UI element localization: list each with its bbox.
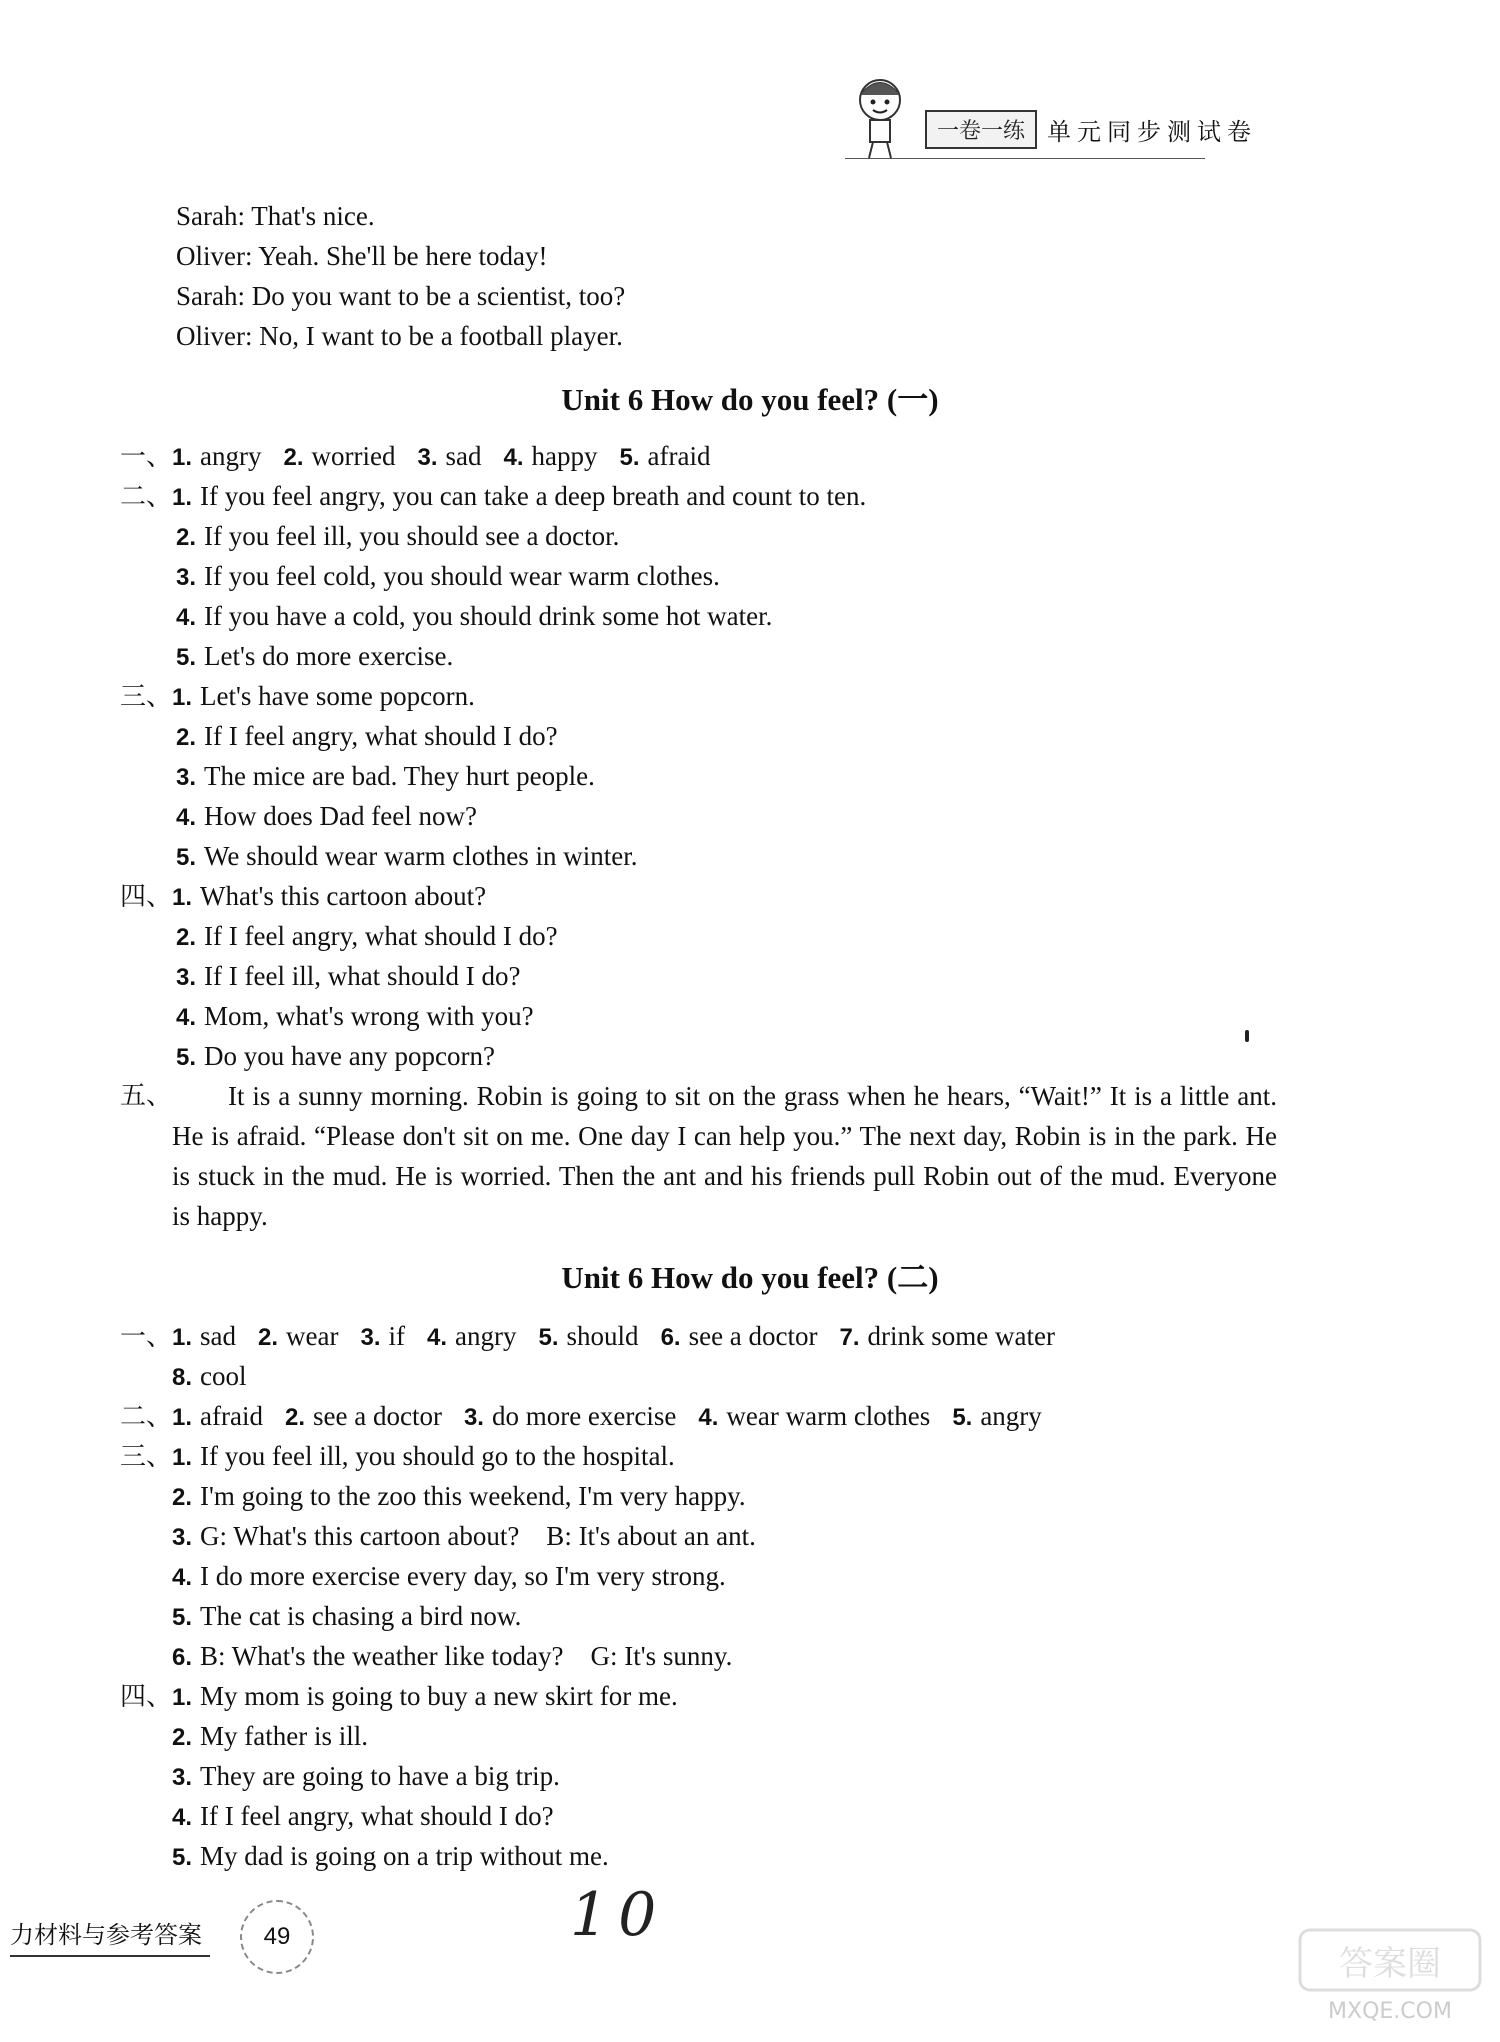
item-number: 1. — [172, 1684, 193, 1711]
item-number: 2. — [176, 924, 197, 951]
item-number: 1. — [172, 1404, 193, 1431]
section-2-item — [176, 556, 720, 596]
header-rule — [845, 158, 1205, 159]
answer: We should wear warm clothes in winter. — [204, 841, 638, 871]
header-title — [925, 110, 1257, 149]
item-number: 3. — [172, 1764, 193, 1791]
answer: see a doctor — [313, 1401, 442, 1431]
item-number: 4. — [698, 1404, 719, 1431]
speaker: Sarah — [176, 281, 238, 311]
answer: cool — [200, 1361, 247, 1391]
section-4-item — [120, 1676, 678, 1716]
item-number: 5. — [538, 1324, 559, 1351]
item-number: 3. — [417, 444, 438, 471]
answer: The mice are bad. They hurt people. — [204, 761, 595, 791]
section-3-item — [176, 756, 595, 796]
answer: wear — [286, 1321, 339, 1351]
answer: If I feel angry, what should I do? — [204, 721, 558, 751]
section-4-item — [172, 1756, 560, 1796]
item-number: 3. — [360, 1324, 381, 1351]
speaker: Sarah — [176, 201, 238, 231]
page-header — [765, 70, 1285, 165]
section-2 — [120, 1396, 1042, 1436]
item-number: 1. — [172, 484, 193, 511]
dialogue-line: Sarah: That's nice. — [176, 201, 375, 231]
item-number: 4. — [172, 1564, 193, 1591]
section-4-item — [172, 1836, 609, 1876]
answer: Let's do more exercise. — [204, 641, 454, 671]
item-number: 5. — [176, 844, 197, 871]
section-3-item — [172, 1516, 756, 1556]
watermark-text: MXQE.COM — [1328, 1999, 1452, 2024]
stray-ink-mark — [1245, 1030, 1249, 1042]
section-1-item — [172, 1356, 247, 1396]
item-number: 2. — [283, 444, 304, 471]
section-3-item — [120, 676, 475, 716]
section-4-item — [176, 956, 520, 996]
answer: If I feel angry, what should I do? — [200, 1801, 554, 1831]
item-number: 4. — [176, 804, 197, 831]
section-4-item — [172, 1716, 368, 1756]
item-number: 5. — [172, 1604, 193, 1631]
section-3-item — [120, 1436, 675, 1476]
item-number: 6. — [172, 1644, 193, 1671]
item-number: 3. — [176, 964, 197, 991]
section-1 — [120, 1316, 1055, 1356]
answer: If I feel angry, what should I do? — [204, 921, 558, 951]
answer: afraid — [647, 441, 711, 471]
unit-title: Unit 6 How do you feel? (一) — [561, 382, 939, 417]
answer: worried — [311, 441, 396, 471]
answer: Do you have any popcorn? — [204, 1041, 495, 1071]
item-number: 3. — [176, 764, 197, 791]
item-number: 1. — [172, 1444, 193, 1471]
story-paragraph: It is a sunny morning. Robin is going to sit on the grass when he hears, “Wait!” It is a little ant. He is afraid. “Please don't sit on me. One day I can help you.” The next day, Robin is in the park. He is stuck in the mud. He is worried. Then the ant and his friends pull Robin out of the mud. Everyone is happy. — [172, 1081, 1277, 1231]
section-3-item — [172, 1636, 732, 1676]
section-label: 二、 — [120, 1402, 173, 1432]
section-4-item — [120, 876, 486, 916]
handwritten-score: 10 — [570, 1880, 667, 1950]
answer: My father is ill. — [200, 1721, 368, 1751]
item-number: 4. — [503, 444, 524, 471]
section-label: 四、 — [120, 1682, 173, 1712]
section-label: 三、 — [120, 682, 173, 712]
svg-text:答案圈: 答案圈 — [1339, 1944, 1441, 1984]
item-number: 5. — [952, 1404, 973, 1431]
item-number: 2. — [284, 1404, 305, 1431]
section-2-item — [176, 516, 619, 556]
dialogue-text: No, I want to be a football player. — [259, 321, 623, 351]
header-subtitle: 单元同步测试卷 — [1047, 118, 1258, 146]
section-4-item — [176, 916, 558, 956]
section-1 — [120, 436, 710, 476]
unit-title: Unit 6 How do you feel? (二) — [561, 1260, 939, 1295]
footer-rule — [10, 1955, 210, 1957]
section-label: 一、 — [120, 1322, 173, 1352]
answer: What's this cartoon about? — [200, 881, 487, 911]
answer: sad — [445, 441, 482, 471]
section-label: 一、 — [120, 442, 173, 472]
answer: If you feel ill, you should see a doctor. — [204, 521, 620, 551]
answer: They are going to have a big trip. — [200, 1761, 560, 1791]
answer: angry — [980, 1401, 1042, 1431]
answer: happy — [531, 441, 598, 471]
section-3-item — [176, 836, 637, 876]
item-number: 7. — [839, 1324, 860, 1351]
answer: If you feel angry, you can take a deep breath and count to ten. — [200, 481, 867, 511]
section-2-item — [176, 596, 772, 636]
answer: angry — [455, 1321, 517, 1351]
item-number: 5. — [619, 444, 640, 471]
dialogue-line: Oliver: Yeah. She'll be here today! — [176, 241, 548, 271]
answer: How does Dad feel now? — [204, 801, 477, 831]
dialogue-line: Sarah: Do you want to be a scientist, too? — [176, 281, 626, 311]
item-number: 2. — [172, 1724, 193, 1751]
item-number: 1. — [172, 684, 193, 711]
item-number: 1. — [172, 884, 193, 911]
section-3-item — [172, 1476, 746, 1516]
item-number: 8. — [172, 1364, 193, 1391]
answer: I do more exercise every day, so I'm very strong. — [200, 1561, 726, 1591]
item-number: 3. — [172, 1524, 193, 1551]
item-number: 2. — [176, 524, 197, 551]
answer: do more exercise — [491, 1401, 677, 1431]
brand-label: 一卷一练 — [925, 110, 1037, 149]
section-3-item — [176, 716, 558, 756]
answer: G: What's this cartoon about? B: It's about an ant. — [200, 1521, 756, 1551]
answer: see a doctor — [688, 1321, 818, 1351]
dialogue-text: Yeah. She'll be here today! — [258, 241, 548, 271]
item-number: 3. — [463, 1404, 484, 1431]
answer: If I feel ill, what should I do? — [204, 961, 521, 991]
answer: Let's have some popcorn. — [200, 681, 475, 711]
item-number: 5. — [172, 1844, 193, 1871]
answer: afraid — [200, 1401, 263, 1431]
section-4-item — [176, 1036, 495, 1076]
section-3-item — [172, 1596, 521, 1636]
dialogue-text: Do you want to be a scientist, too? — [251, 281, 626, 311]
answer: Mom, what's wrong with you? — [204, 1001, 534, 1031]
watermark-logo-icon — [1290, 1920, 1490, 2030]
item-number: 5. — [176, 1044, 197, 1071]
speaker: Oliver — [176, 321, 245, 351]
answer: if — [388, 1321, 406, 1351]
item-number: 1. — [172, 1324, 193, 1351]
answer: drink some water — [867, 1321, 1055, 1351]
answer: B: What's the weather like today? G: It's sunny. — [200, 1641, 733, 1671]
answer: should — [566, 1321, 639, 1351]
answer: My mom is going to buy a new skirt for me. — [200, 1681, 678, 1711]
section-label: 五、 — [120, 1081, 173, 1111]
section-3-item — [176, 796, 477, 836]
speaker: Oliver — [176, 241, 245, 271]
item-number: 4. — [172, 1804, 193, 1831]
answer: If you feel cold, you should wear warm clothes. — [204, 561, 720, 591]
item-number: 4. — [176, 1004, 197, 1031]
item-number: 2. — [176, 724, 197, 751]
item-number: 6. — [660, 1324, 681, 1351]
item-number: 1. — [172, 444, 193, 471]
answer: If you have a cold, you should drink some hot water. — [204, 601, 773, 631]
answer: angry — [200, 441, 262, 471]
section-4-item — [176, 996, 534, 1036]
answer: If you feel ill, you should go to the hospital. — [200, 1441, 675, 1471]
section-2-item — [120, 476, 866, 516]
item-number: 4. — [176, 604, 197, 631]
section-label: 三、 — [120, 1442, 173, 1472]
dialogue-text: That's nice. — [251, 201, 375, 231]
section-4-item — [172, 1796, 554, 1836]
answer: I'm going to the zoo this weekend, I'm very happy. — [200, 1481, 746, 1511]
item-number: 4. — [427, 1324, 448, 1351]
answer: wear warm clothes — [726, 1401, 931, 1431]
item-number: 2. — [258, 1324, 279, 1351]
answer: My dad is going on a trip without me. — [200, 1841, 609, 1871]
section-label: 二、 — [120, 482, 173, 512]
answer: sad — [200, 1321, 237, 1351]
dialogue-line: Oliver: No, I want to be a football player. — [176, 321, 623, 351]
page-number: 49 — [240, 1900, 314, 1974]
footer-label: 力材料与参考答案 — [10, 1921, 202, 1949]
item-number: 2. — [172, 1484, 193, 1511]
section-label: 四、 — [120, 882, 173, 912]
item-number: 5. — [176, 644, 197, 671]
item-number: 3. — [176, 564, 197, 591]
section-2-item — [176, 636, 453, 676]
section-3-item — [172, 1556, 726, 1596]
answer: The cat is chasing a bird now. — [200, 1601, 522, 1631]
